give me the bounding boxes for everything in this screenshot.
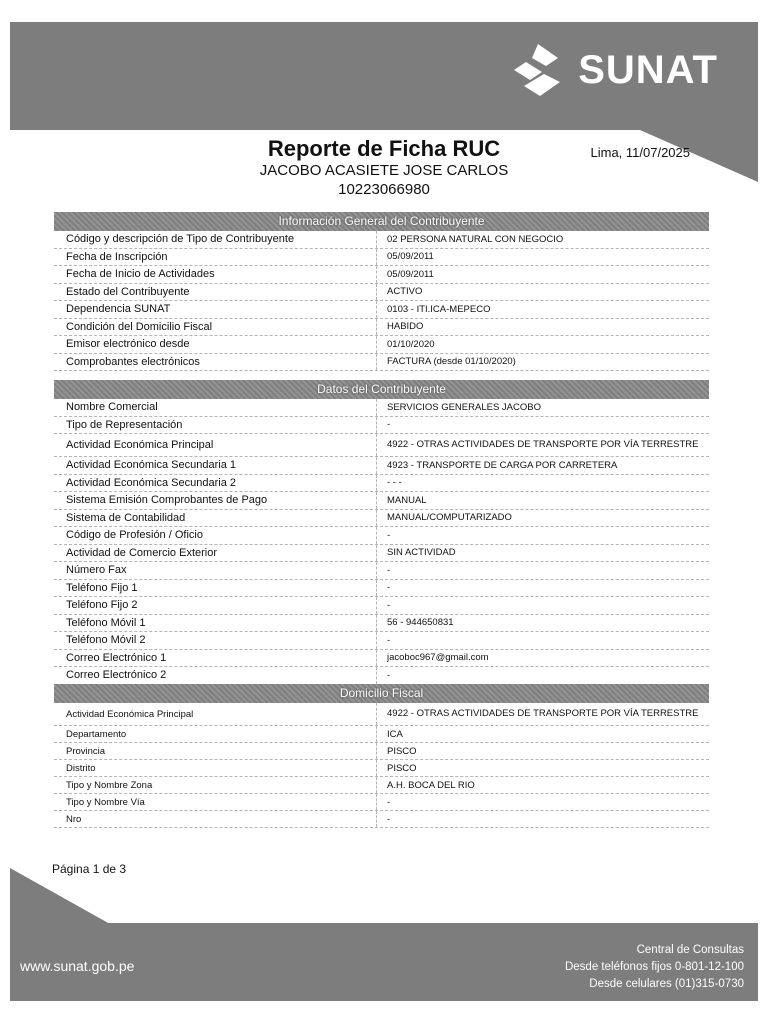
contact-mobile: Desde celulares (01)315-0730: [589, 978, 744, 990]
row-label: Dependencia SUNAT: [54, 301, 377, 318]
row-label: Teléfono Fijo 2: [54, 597, 377, 614]
row-value: 4922 - OTRAS ACTIVIDADES DE TRANSPORTE POR VÍA TERRESTRE: [387, 439, 699, 450]
row-value: - - -: [387, 477, 402, 489]
row-value: -: [387, 599, 391, 611]
row-value: -: [387, 582, 391, 594]
table-row: [54, 650, 709, 668]
row-label: Actividad Económica Principal: [54, 434, 377, 456]
table-row: [54, 417, 709, 435]
section-general-info: [54, 212, 709, 371]
table-row: [54, 249, 709, 267]
row-label: Tipo y Nombre Zona: [54, 777, 377, 793]
row-label: Estado del Contribuyente: [54, 284, 377, 301]
contact-title: Central de Consultas: [636, 944, 744, 956]
row-value: 05/09/2011: [387, 251, 434, 263]
row-value: 4923 - TRANSPORTE DE CARGA POR CARRETERA: [387, 459, 618, 471]
table-row: [54, 527, 709, 545]
section-taxpayer-data: [54, 380, 709, 685]
table-row: [54, 615, 709, 633]
table-row: [54, 597, 709, 615]
table-row: [54, 580, 709, 598]
table-row: [54, 562, 709, 580]
row-value: 02 PERSONA NATURAL CON NEGOCIO: [387, 233, 564, 245]
row-value: -: [387, 634, 391, 646]
row-label: Correo Electrónico 1: [54, 650, 377, 667]
row-label: Condición del Domicilio Fiscal: [54, 319, 377, 336]
row-label: Actividad Económica Principal: [54, 703, 377, 725]
row-value: SERVICIOS GENERALES JACOBO: [387, 401, 541, 413]
table-row: [54, 777, 709, 794]
table-row: [54, 667, 709, 685]
table-row: [54, 726, 709, 743]
table-row: [54, 354, 709, 372]
row-label: Departamento: [54, 726, 377, 742]
row-value: 56 - 944650831: [387, 617, 454, 629]
row-label: Sistema de Contabilidad: [54, 510, 377, 527]
row-label: Fecha de Inicio de Actividades: [54, 266, 377, 283]
row-label: Código de Profesión / Oficio: [54, 527, 377, 544]
row-value: PISCO: [387, 762, 417, 774]
table-row: [54, 492, 709, 510]
section-header: Domicilio Fiscal: [54, 684, 709, 703]
table-row: [54, 399, 709, 417]
row-value: MANUAL: [387, 494, 427, 506]
row-value: -: [387, 529, 391, 541]
row-value: SIN ACTIVIDAD: [387, 547, 456, 559]
table-row: [54, 319, 709, 337]
table-row: [54, 434, 709, 457]
table-row: [54, 794, 709, 811]
row-value: 01/10/2020: [387, 338, 435, 350]
table-row: [54, 284, 709, 302]
row-value: 0103 - ITI.ICA-MEPECO: [387, 303, 491, 315]
footer-corner: [10, 868, 110, 924]
row-value: PISCO: [387, 745, 417, 757]
row-value: ICA: [387, 728, 403, 740]
row-value: -: [387, 564, 391, 576]
report-date: Lima, 11/07/2025: [590, 145, 690, 160]
row-value: -: [387, 419, 391, 431]
document-title: Reporte de Ficha RUC: [267, 136, 501, 161]
row-value: FACTURA (desde 01/10/2020): [387, 356, 516, 368]
website-link[interactable]: www.sunat.gob.pe: [20, 958, 135, 974]
section-fiscal-address: [54, 684, 709, 828]
row-value: -: [387, 813, 391, 825]
row-label: Tipo de Representación: [54, 417, 377, 434]
page-number: Página 1 de 3: [52, 862, 127, 876]
row-label: Nombre Comercial: [54, 399, 377, 416]
row-value: HABIDO: [387, 321, 424, 333]
row-label: Actividad de Comercio Exterior: [54, 545, 377, 562]
taxpayer-name: JACOBO ACASIETE JOSE CARLOS: [259, 162, 509, 179]
row-label: Comprobantes electrónicos: [54, 354, 377, 371]
logo-text: SUNAT: [578, 47, 718, 92]
sunat-logo: [508, 42, 718, 98]
row-label: Número Fax: [54, 562, 377, 579]
row-value: ACTIVO: [387, 286, 423, 298]
table-row: [54, 811, 709, 828]
row-value: -: [387, 669, 391, 681]
table-row: [54, 457, 709, 475]
row-value: 05/09/2011: [387, 268, 434, 280]
section-header: Datos del Contribuyente: [54, 380, 709, 399]
row-label: Correo Electrónico 2: [54, 667, 377, 684]
table-row: [54, 475, 709, 493]
row-label: Distrito: [54, 760, 377, 776]
row-label: Nro: [54, 811, 377, 827]
ruc-number: 10223066980: [338, 181, 430, 198]
table-row: [54, 703, 709, 726]
row-label: Emisor electrónico desde: [54, 336, 377, 353]
row-label: Sistema Emisión Comprobantes de Pago: [54, 492, 377, 509]
row-value: jacoboc967@gmail.com: [387, 652, 489, 664]
table-row: [54, 336, 709, 354]
contact-info: [565, 942, 744, 993]
row-label: Teléfono Móvil 1: [54, 615, 377, 632]
table-row: [54, 743, 709, 760]
row-value: 4922 - OTRAS ACTIVIDADES DE TRANSPORTE POR VÍA TERRESTRE: [387, 708, 699, 719]
section-header: Información General del Contribuyente: [54, 212, 709, 231]
sunat-logo-icon: [508, 42, 574, 98]
row-label: Actividad Económica Secundaria 1: [54, 457, 377, 474]
contact-phone: Desde teléfonos fijos 0-801-12-100: [564, 961, 744, 973]
table-row: [54, 545, 709, 563]
table-row: [54, 301, 709, 319]
row-label: Actividad Económica Secundaria 2: [54, 475, 377, 492]
row-label: Código y descripción de Tipo de Contribuyente: [54, 231, 377, 248]
row-value: -: [387, 796, 391, 808]
table-row: [54, 760, 709, 777]
table-row: [54, 510, 709, 528]
row-label: Fecha de Inscripción: [54, 249, 377, 266]
row-label: Provincia: [54, 743, 377, 759]
table-row: [54, 231, 709, 249]
row-value: A.H. BOCA DEL RIO: [387, 779, 475, 791]
row-label: Teléfono Fijo 1: [54, 580, 377, 597]
row-value: MANUAL/COMPUTARIZADO: [387, 512, 512, 524]
row-label: Tipo y Nombre Vía: [54, 794, 377, 810]
table-row: [54, 632, 709, 650]
row-label: Teléfono Móvil 2: [54, 632, 377, 649]
table-row: [54, 266, 709, 284]
